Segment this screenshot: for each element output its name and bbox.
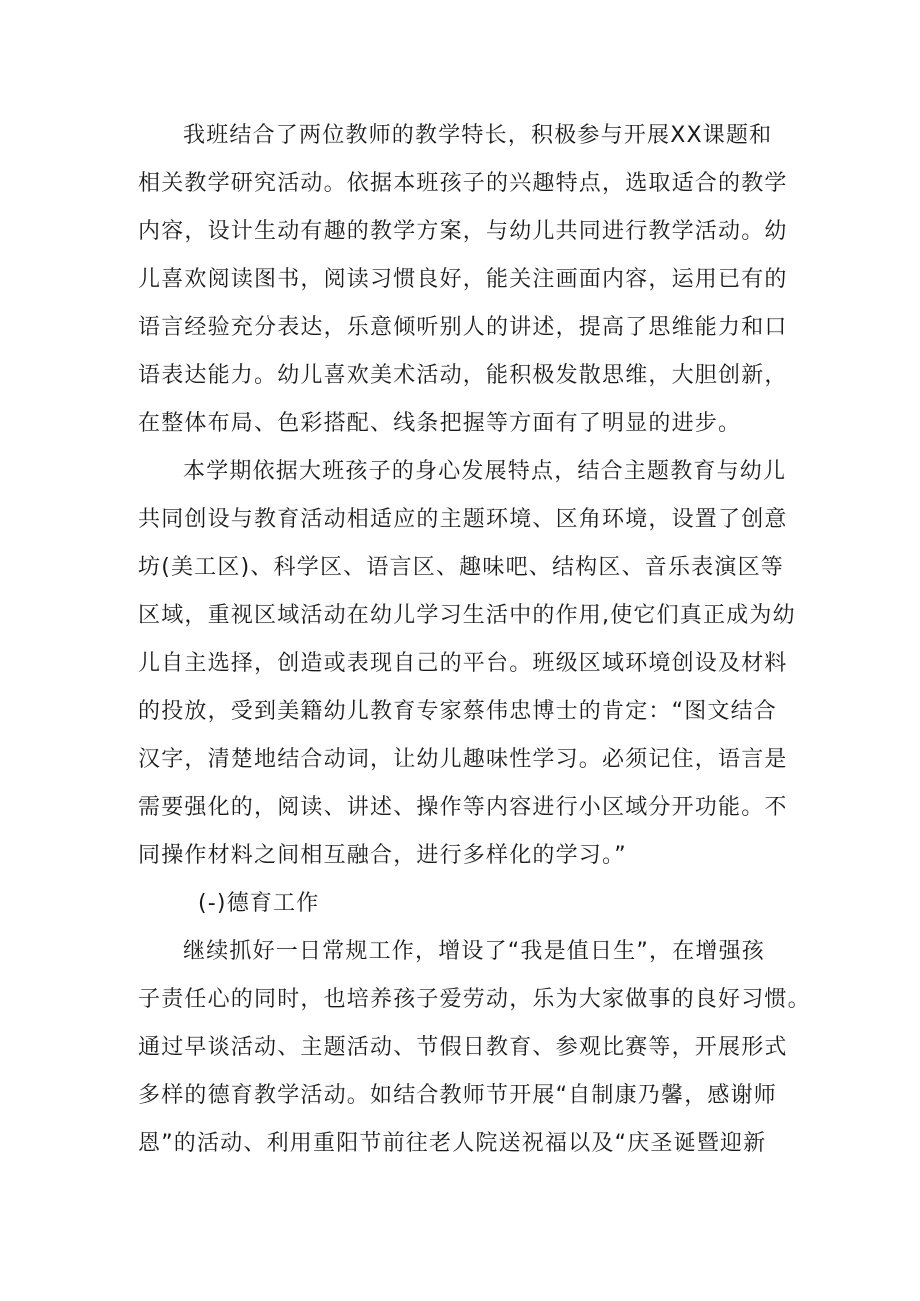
text-line: 的投放，受到美籍幼儿教育专家蔡伟忠博士的肯定：“图文结合 <box>138 699 777 724</box>
text-line: 儿喜欢阅读图书，阅读习惯良好，能关注画面内容，运用已有的 <box>138 267 788 292</box>
text-line: 子责任心的同时，也培养孩子爱劳动，乐为大家做事的良好习惯。 <box>138 987 811 1012</box>
section-heading: (-)德育工作 <box>198 891 320 916</box>
paragraph-1 <box>138 112 798 448</box>
text-line: 同操作材料之间相互融合，进行多样化的学习。” <box>138 843 627 868</box>
text-line: 语表达能力。幼儿喜欢美术活动，能积极发散思维，大胆创新， <box>138 363 788 388</box>
text-line: 相关教学研究活动。依据本班孩子的兴趣特点，选取适合的教学 <box>138 171 788 196</box>
text-line: 语言经验充分表达，乐意倾听别人的讲述，提高了思维能力和口 <box>138 315 788 340</box>
text-line: 区域，重视区域活动在幼儿学习生活中的作用,使它们真正成为幼 <box>138 603 796 628</box>
text-line: 恩”的活动、利用重阳节前往老人院送祝福以及“庆圣诞暨迎新 <box>138 1131 767 1156</box>
text-line: 本学期依据大班孩子的身心发展特点，结合主题教育与幼儿 <box>183 459 787 484</box>
text-line: 坊(美工区)、科学区、语言区、趣味吧、结构区、音乐表演区等 <box>138 555 784 580</box>
paragraph-3 <box>138 928 811 1168</box>
text-line: 共同创设与教育活动相适应的主题环境、区角环境，设置了创意 <box>138 507 788 532</box>
text-line: 通过早谈活动、主题活动、节假日教育、参观比赛等，开展形式 <box>138 1035 788 1060</box>
text-line: 多样的德育教学活动。如结合教师节开展“自制康乃馨，感谢师 <box>138 1083 777 1108</box>
text-line: 继续抓好一日常规工作，增设了“我是值日生”，在增强孩 <box>183 939 765 964</box>
document-body <box>138 112 811 1168</box>
text-line: 内容，设计生动有趣的教学方案，与幼儿共同进行教学活动。幼 <box>138 219 788 244</box>
text-line: 在整体布局、色彩搭配、线条把握等方面有了明显的进步。 <box>138 411 742 436</box>
text-line: 汉字，清楚地结合动词，让幼儿趣味性学习。必须记住，语言是 <box>138 747 788 772</box>
text-line: 儿自主选择，创造或表现自己的平台。班级区域环境创设及材料 <box>138 651 788 676</box>
text-line: 我班结合了两位教师的教学特长，积极参与开展XX课题和 <box>183 123 773 148</box>
paragraph-2 <box>138 448 798 880</box>
text-line: 需要强化的，阅读、讲述、操作等内容进行小区域分开功能。不 <box>138 795 788 820</box>
